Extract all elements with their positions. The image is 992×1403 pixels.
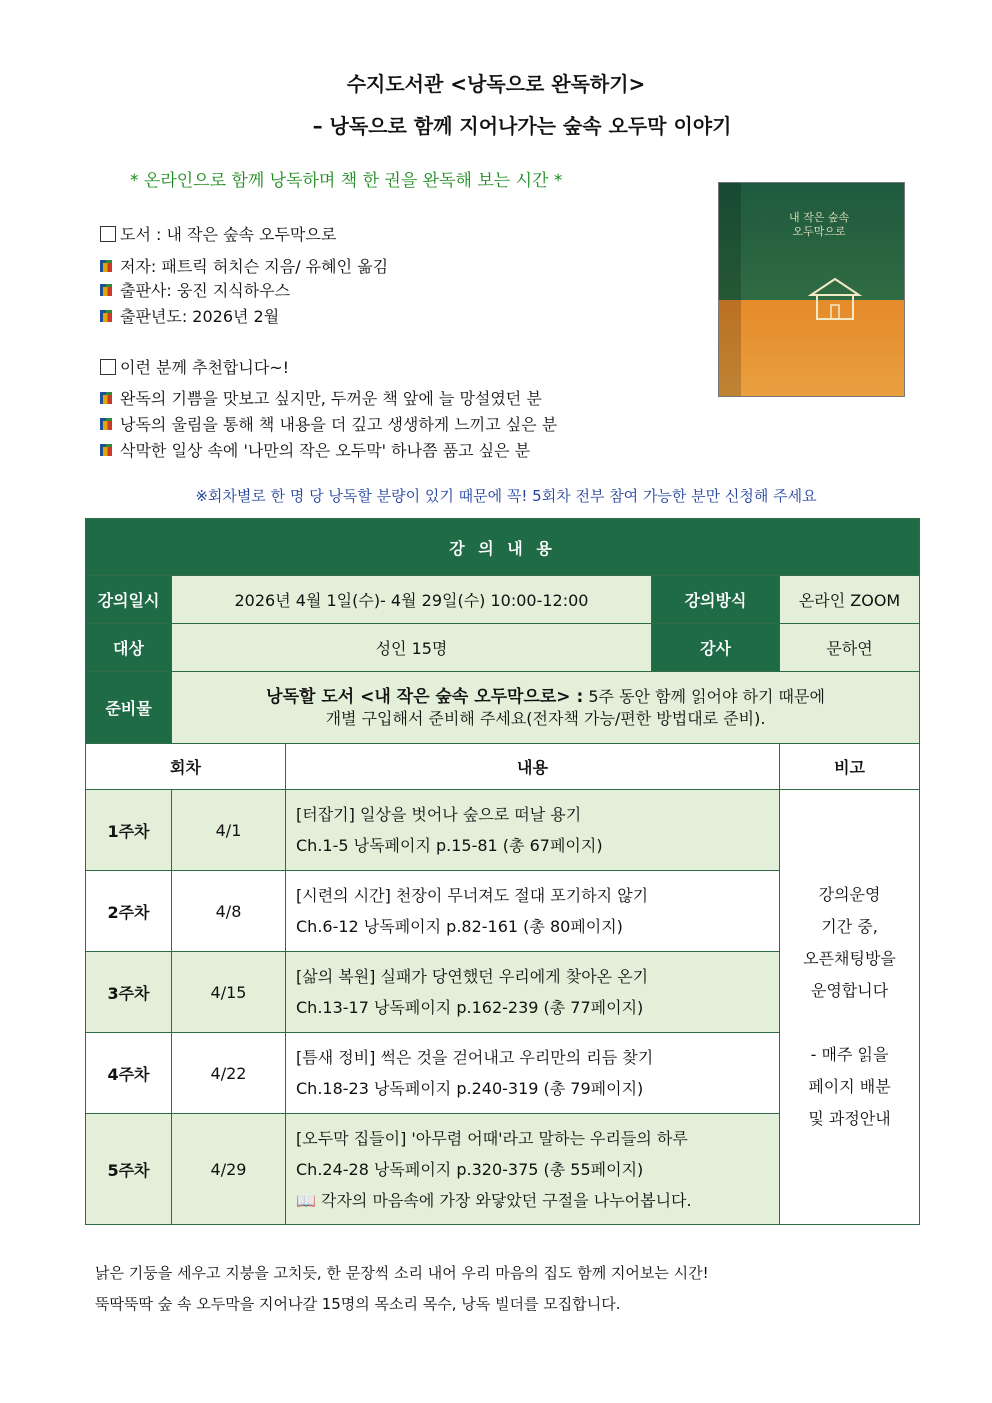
footer-line1: 낡은 기둥을 세우고 지붕을 고치듯, 한 문장씩 소리 내어 우리 마음의 집도 함께 지어보는 시간! xyxy=(95,1264,709,1282)
page-title: 수지도서관 <낭독으로 완독하기> xyxy=(346,72,646,96)
prep-label: 준비물 xyxy=(86,672,172,744)
instructor-value: 문하연 xyxy=(780,624,920,672)
table-row: 3주차 4/15 [삶의 복원] 실패가 당연했던 우리에게 찾아온 온기 Ch.13-17 낭독페이지 p.162-239 (총 77페이지) xyxy=(86,952,920,1033)
book-year: 출판년도: 2026년 2월 xyxy=(100,304,279,327)
target-label: 대상 xyxy=(86,624,172,672)
col-session: 회차 xyxy=(86,744,286,790)
footer-line2: 뚝딱뚝딱 숲 속 오두막을 지어나갈 15명의 목소리 목수, 낭독 빌더를 모집합니다. xyxy=(95,1295,621,1313)
tagline: * 온라인으로 함께 낭독하며 책 한 권을 완독해 보는 시간 * xyxy=(130,171,563,191)
table-header: 강 의 내 용 xyxy=(86,519,920,576)
col-content: 내용 xyxy=(286,744,780,790)
book-heading: 도서 : 내 작은 숲속 오두막으로 xyxy=(100,222,336,245)
bullet-icon xyxy=(100,260,112,272)
method-value: 온라인 ZOOM xyxy=(780,576,920,624)
recommend-item: 삭막한 일상 속에 '나만의 작은 오두막' 하나쯤 품고 싶은 분 xyxy=(100,438,530,461)
table-row: 2주차 4/8 [시련의 시간] 천장이 무너져도 절대 포기하지 않기 Ch.6-12 낭독페이지 p.82-161 (총 80페이지) xyxy=(86,871,920,952)
prep-value: 낭독할 도서 <내 작은 숲속 오두막으로> : 5주 동안 함께 읽어야 하기 때문에 개별 구입해서 준비해 주세요(전자책 가능/편한 방법대로 준비). xyxy=(172,672,920,744)
table-row: 4주차 4/22 [틈새 정비] 썩은 것을 걷어내고 우리만의 리듬 찾기 Ch.18-23 낭독페이지 p.240-319 (총 79페이지) xyxy=(86,1033,920,1114)
lecture-table xyxy=(85,518,920,1225)
checkbox-icon xyxy=(100,226,116,242)
note-cell: 강의운영 기간 중, 오픈채팅방을 운영합니다 - 매주 읽을 페이지 배분 및 과정안내 xyxy=(780,790,920,1225)
target-value: 성인 15명 xyxy=(172,624,652,672)
instructor-label: 강사 xyxy=(652,624,780,672)
book-author: 저자: 패트릭 허치슨 지음/ 유혜인 옮김 xyxy=(100,254,388,277)
bullet-icon xyxy=(100,392,112,404)
bullet-icon xyxy=(100,418,112,430)
checkbox-icon xyxy=(100,359,116,375)
bullet-icon xyxy=(100,284,112,296)
bullet-icon xyxy=(100,310,112,322)
book-cover-title: 내 작은 숲속 오두막으로 xyxy=(789,211,850,238)
book-cover-image xyxy=(718,182,905,397)
recommend-heading: 이런 분께 추천합니다~! xyxy=(100,355,289,378)
date-label: 강의일시 xyxy=(86,576,172,624)
book-icon: 📖 xyxy=(296,1190,316,1210)
book-publisher: 출판사: 웅진 지식하우스 xyxy=(100,278,290,301)
cabin-icon xyxy=(807,275,863,323)
date-value: 2026년 4월 1일(수)- 4월 29일(수) 10:00-12:00 xyxy=(172,576,652,624)
notice-text: ※회차별로 한 명 당 낭독할 분량이 있기 때문에 꼭! 5회차 전부 참여 가능한 분만 신청해 주세요 xyxy=(195,487,817,505)
col-note: 비고 xyxy=(780,744,920,790)
method-label: 강의방식 xyxy=(652,576,780,624)
page-subtitle: – 낭독으로 함께 지어나가는 숲속 오두막 이야기 xyxy=(312,114,732,138)
recommend-item: 완독의 기쁨을 맛보고 싶지만, 두꺼운 책 앞에 늘 망설였던 분 xyxy=(100,386,542,409)
table-row: 1주차 4/1 [터잡기] 일상을 벗어나 숲으로 떠날 용기 Ch.1-5 낭독페이지 p.15-81 (총 67페이지) 강의운영 기간 중, 오픈채팅방을 운영합니다 - 매주 읽을 페이지 배분 및 과정안내 xyxy=(86,790,920,871)
table-row: 5주차 4/29 [오두막 집들이] '아무렴 어때'라고 말하는 우리들의 하루 Ch.24-28 낭독페이지 p.320-375 (총 55페이지) 📖 각자의 마음속에 가장 와닿았던 구절을 나누어봅니다. xyxy=(86,1114,920,1225)
recommend-item: 낭독의 울림을 통해 책 내용을 더 깊고 생생하게 느끼고 싶은 분 xyxy=(100,412,557,435)
bullet-icon xyxy=(100,444,112,456)
